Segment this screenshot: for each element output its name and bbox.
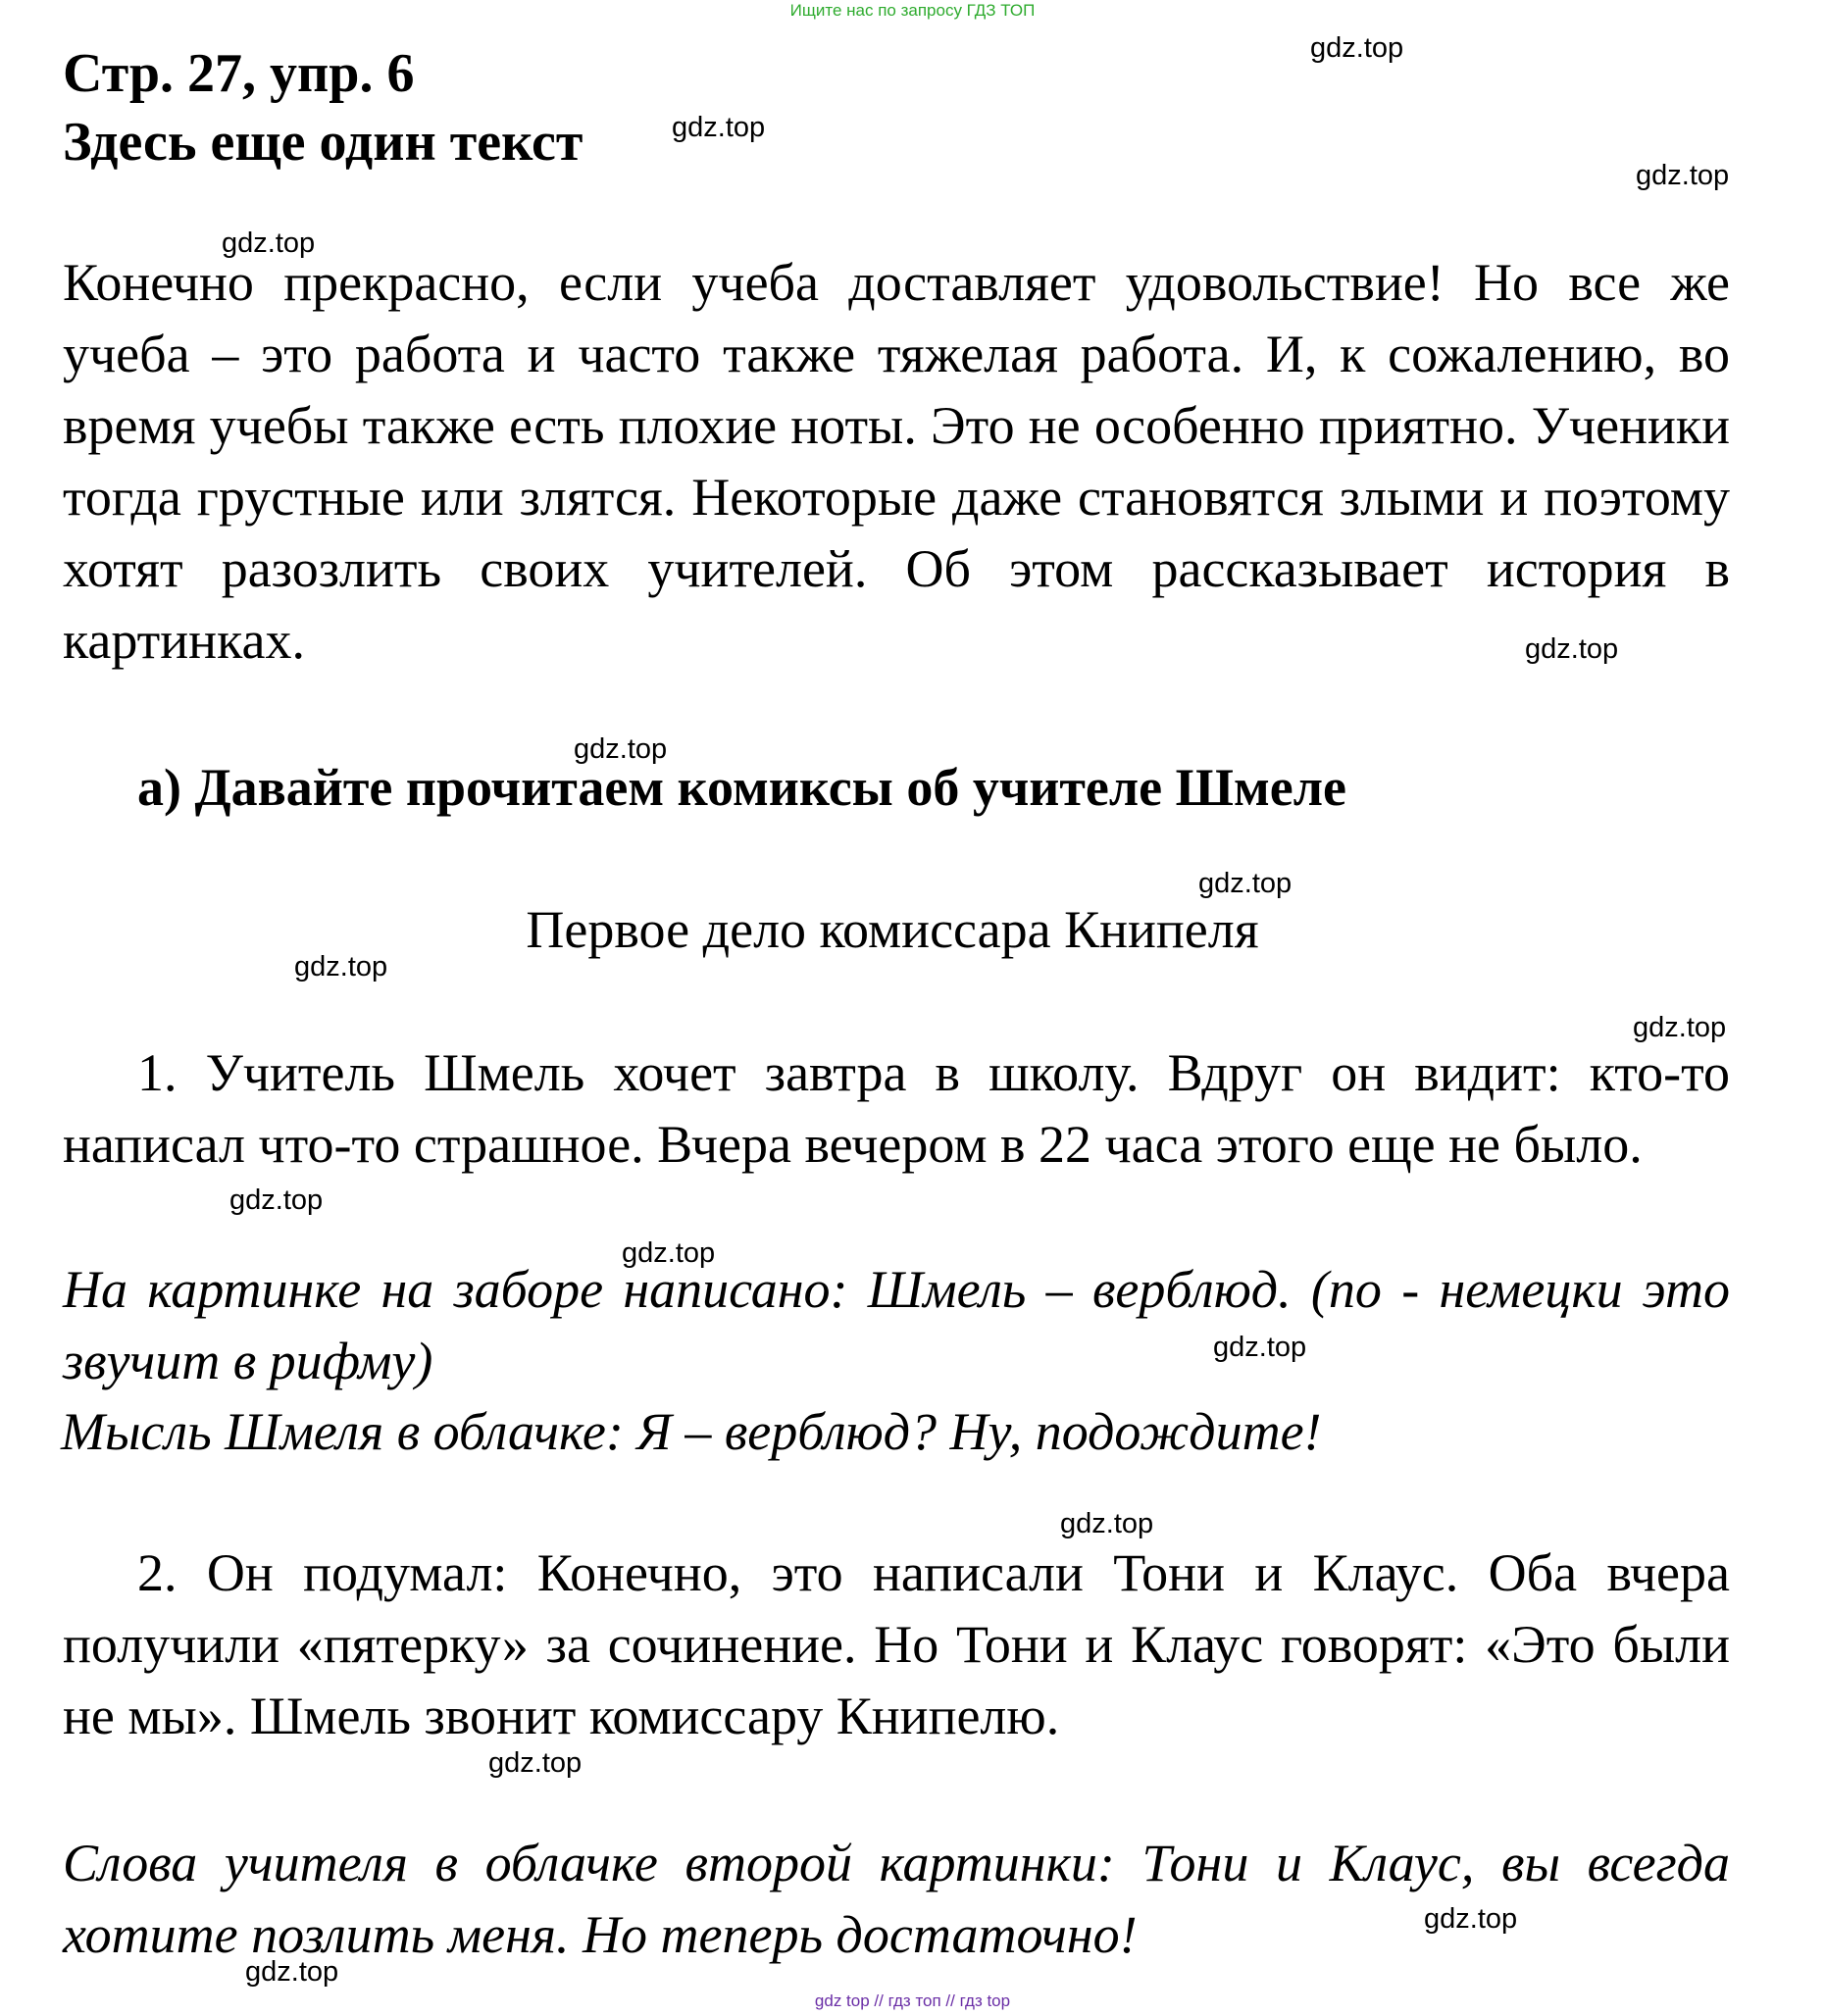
top-banner: Ищите нас по запросу ГДЗ ТОП bbox=[789, 1, 1036, 20]
watermark: gdz.top bbox=[1060, 1508, 1154, 1539]
watermark: gdz.top bbox=[1633, 1012, 1727, 1043]
watermark: gdz.top bbox=[622, 1237, 716, 1269]
page-title: Стр. 27, упр. 6 bbox=[63, 43, 415, 104]
section-a-heading: а) Давайте прочитаем комиксы об учителе Шмеле bbox=[137, 758, 1346, 817]
watermark: gdz.top bbox=[1424, 1903, 1518, 1935]
watermark: gdz.top bbox=[672, 112, 766, 143]
bottom-banner: gdz top // гдз топ // гдз top bbox=[814, 1991, 1011, 2010]
item1-text: 1. Учитель Шмель хочет завтра в школу. Вдруг он видит: кто-то написал что-то страшное. Вчера вечером в 22 часа этого еще не было. bbox=[63, 1043, 1730, 1174]
watermark: gdz.top bbox=[574, 733, 668, 765]
watermark: gdz.top bbox=[488, 1747, 583, 1779]
item2-answer: Слова учителя в облачке второй картинки: Тони и Клаус, вы всегда хотите позлить меня. Но теперь достаточно! bbox=[63, 1834, 1730, 1964]
watermark: gdz.top bbox=[1198, 868, 1293, 899]
watermark: gdz.top bbox=[1525, 633, 1619, 665]
watermark: gdz.top bbox=[245, 1956, 339, 1988]
story-title: Первое дело комиссара Книпеля bbox=[526, 900, 1259, 959]
intro-paragraph: Конечно прекрасно, если учеба доставляет удовольствие! Но все же учеба – это работа и часто также тяжелая работа. И, к сожалению, во время учебы также есть плохие ноты. Это не особенно приятно. Ученики тогда грустные или злятся. Некоторые даже становятся злыми и поэтому хотят разозлить своих учителей. Об этом рассказывает история в картинках. bbox=[63, 253, 1730, 670]
item1-answer-line2: Мысль Шмеля в облачке: Я – верблюд? Ну, подождите! bbox=[61, 1402, 1322, 1461]
watermark: gdz.top bbox=[229, 1184, 324, 1216]
watermark: gdz.top bbox=[222, 227, 316, 259]
watermark: gdz.top bbox=[294, 951, 388, 983]
item1-answer-line1: На картинке на заборе написано: Шмель – верблюд. (по - немецки это звучит в рифму) bbox=[63, 1260, 1730, 1390]
page-subtitle: Здесь еще один текст bbox=[63, 112, 583, 173]
watermark: gdz.top bbox=[1636, 160, 1730, 191]
watermark: gdz.top bbox=[1310, 32, 1404, 64]
item2-text: 2. Он подумал: Конечно, это написали Тони и Клаус. Оба вчера получили «пятерку» за сочинение. Но Тони и Клаус говорят: «Это были не мы». Шмель звонит комиссару Книпелю. bbox=[63, 1543, 1730, 1745]
watermark: gdz.top bbox=[1213, 1332, 1307, 1363]
